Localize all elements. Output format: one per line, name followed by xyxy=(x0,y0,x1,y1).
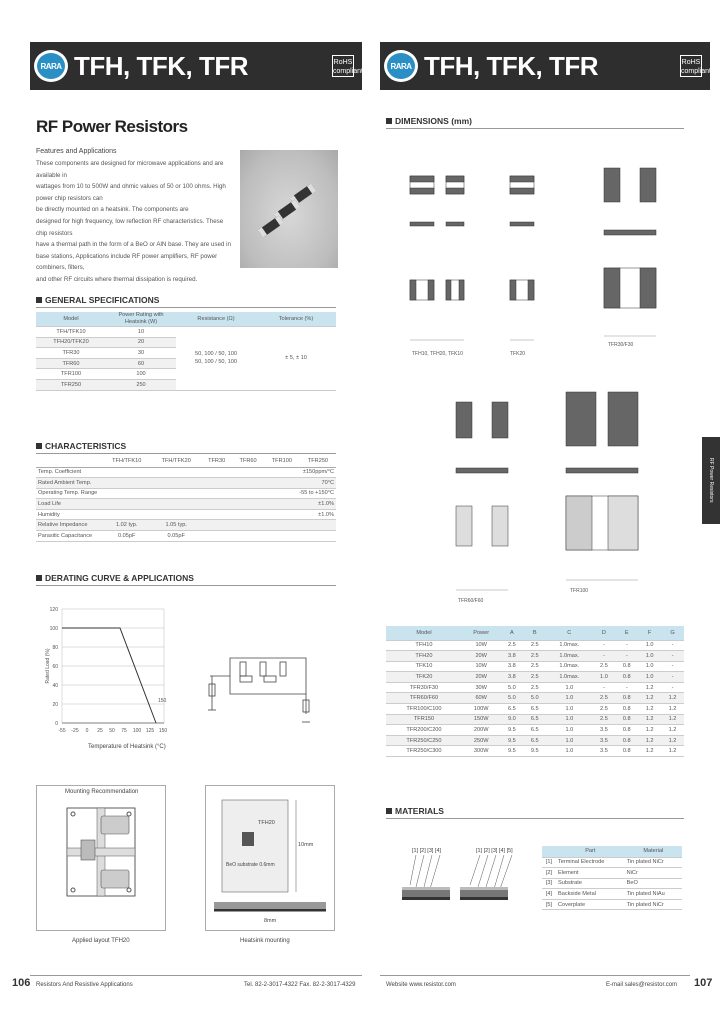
footer-right-contact: E-mail sales@resistor.com xyxy=(606,982,678,988)
table-header: E xyxy=(615,626,638,640)
table-header: Material xyxy=(625,846,682,857)
rohs-badge: RoHS compliant xyxy=(332,55,354,77)
table-header: F xyxy=(638,626,661,640)
table-header: C xyxy=(546,626,592,640)
resistor-symbol xyxy=(260,662,266,676)
table-row: TFR100/C100 100W 6.5 6.5 1.0 2.5 0.8 1.2 1.2 xyxy=(386,704,684,715)
header-title: TFH, TFK, TFR xyxy=(74,51,249,81)
table-header: Tolerance (%) xyxy=(256,312,336,327)
table-header: TFR100 xyxy=(264,456,300,467)
features-title: Features and Applications xyxy=(36,148,117,155)
features-line: designed for high frequency, low reflection RF characteristics. These chip resistors xyxy=(36,217,224,237)
footer-left-text: Resistors And Resistive Applications xyxy=(36,982,133,988)
table-row: Temp. Coefficient ±150ppm/°C xyxy=(36,467,336,478)
table-row: TFK10 10W 3.8 2.5 1.0max. 2.5 0.8 1.0 - xyxy=(386,661,684,672)
section-dimensions: DIMENSIONS (mm) xyxy=(386,116,472,126)
footer-divider xyxy=(380,975,690,976)
section-characteristics: CHARACTERISTICS xyxy=(36,441,126,451)
page-title: RF Power Resistors xyxy=(36,117,188,136)
resistor-symbol xyxy=(240,662,246,676)
derating-chart xyxy=(46,604,166,734)
table-row: TFH/TFK10 10 50, 100 / 50, 100 50, 100 / 50, 100 ± 5, ± 10 xyxy=(36,327,336,338)
chip-image xyxy=(258,215,284,237)
features-text xyxy=(36,158,236,286)
features-line: have a thermal path in the form of a BeO or AlN base. They are used in xyxy=(36,241,231,249)
table-row: TFH20 20W 3.8 2.5 1.0max. - - 1.0 - xyxy=(386,651,684,662)
y-tick-label: 100 xyxy=(49,626,58,632)
x-tick-label: 0 xyxy=(85,728,89,734)
table-row: TFR30 30 xyxy=(36,348,336,359)
features-line: These components are designed for microwave applications and are available in xyxy=(36,160,224,179)
table-header: A xyxy=(500,626,523,640)
rohs-badge: RoHS compliant xyxy=(680,55,702,77)
y-tick-label: 40 xyxy=(52,683,58,689)
table-header: Model xyxy=(386,626,462,640)
brand-logo: RARA xyxy=(34,50,68,82)
materials-table xyxy=(542,846,682,910)
table-header: G xyxy=(661,626,684,640)
table-row: Rated Ambient Temp. 70°C xyxy=(36,478,336,489)
drawing-caption: TFK20 xyxy=(510,351,526,357)
table-row: Load Life ±1.0% xyxy=(36,499,336,510)
table-header: Resistance (Ω) xyxy=(176,312,256,327)
product-photo xyxy=(240,150,338,268)
table-row: TFK20 20W 3.8 2.5 1.0max. 1.0 0.8 1.0 - xyxy=(386,672,684,683)
x-tick-label: 150 xyxy=(158,728,168,734)
label-width: 8mm xyxy=(264,918,277,924)
table-row: TFR250 250 xyxy=(36,379,336,390)
section-bullet-icon xyxy=(36,297,42,303)
mount-title: Mounting Recommendation xyxy=(65,789,139,795)
table-row: TFR250/C250 250W 9.5 6.5 1.0 3.5 0.8 1.2 1.2 xyxy=(386,735,684,746)
page-number-right: 107 xyxy=(694,977,713,989)
section-bullet-icon xyxy=(36,443,42,449)
table-header: TFR30 xyxy=(201,456,232,467)
side-tab: RF Power Resistors xyxy=(702,437,720,524)
y-tick-label: 80 xyxy=(52,645,58,651)
divider xyxy=(386,818,684,819)
characteristics-table xyxy=(36,456,336,542)
resistor-symbol xyxy=(280,662,286,676)
table-header: Model xyxy=(36,312,106,327)
section-derating: DERATING CURVE & APPLICATIONS xyxy=(36,573,194,583)
divider xyxy=(36,307,336,308)
material-callouts-right: [1] [2] [3] [4] [5] xyxy=(476,848,513,854)
y-tick-label: 0 xyxy=(55,721,58,727)
table-header: TFR250 xyxy=(300,456,336,467)
footer-left-contact: Tel. 82-2-3017-4322 Fax. 82-2-3017-4329 xyxy=(244,982,356,988)
resistance-cell: 50, 100 / 50, 100 50, 100 / 50, 100 xyxy=(176,327,256,391)
drawing-caption: TFR30/F30 xyxy=(608,342,634,348)
header-bar-right xyxy=(380,42,710,90)
table-header: Part xyxy=(556,846,625,857)
table-row: [1] Terminal Electrode Tin plated NiCr xyxy=(542,857,682,868)
x-tick-label: 125 xyxy=(145,728,155,734)
table-header: TFH/TFK20 xyxy=(151,456,200,467)
section-general: GENERAL SPECIFICATIONS xyxy=(36,295,159,305)
table-row: TFR250/C300 300W 9.5 9.5 1.0 3.5 0.8 1.2 1.2 xyxy=(386,746,684,757)
section-bullet-icon xyxy=(386,808,392,814)
y-tick-label: 120 xyxy=(49,607,58,613)
table-row: Relative Impedance 1.02 typ. 1.05 typ. xyxy=(36,520,336,531)
table-row: TFR60 60 xyxy=(36,358,336,369)
divider xyxy=(36,585,336,586)
section-materials: MATERIALS xyxy=(386,806,444,816)
dimension-drawings xyxy=(386,140,686,610)
table-header: B xyxy=(523,626,546,640)
x-tick-label: 25 xyxy=(97,728,103,734)
x-tick-label: -25 xyxy=(71,728,79,734)
table-header: TFH/TFK10 xyxy=(102,456,151,467)
table-row: [2] Element NiCr xyxy=(542,868,682,879)
label-thickness: BeO substrate 0.6mm xyxy=(226,862,275,868)
chart-grid xyxy=(62,609,164,723)
x-tick-label: 75 xyxy=(121,728,127,734)
label-heat: 10mm xyxy=(298,842,314,848)
table-header: D xyxy=(593,626,616,640)
label-tfh: TFH20 xyxy=(258,820,275,826)
header-title: TFH, TFK, TFR xyxy=(424,51,599,81)
dimensions-table xyxy=(386,626,684,757)
circuit-diagram xyxy=(206,636,316,736)
materials-drawing xyxy=(396,855,536,915)
features-line: wattages from 10 to 500W and ohmic values of 50 or 100 ohms. High power chip resistors can xyxy=(36,183,226,202)
table-header: TFR60 xyxy=(232,456,263,467)
general-specs-table xyxy=(36,312,336,391)
table-row: TFR200/C200 200W 9.5 6.5 1.0 3.5 0.8 1.2 1.2 xyxy=(386,725,684,736)
table-row: Operating Temp. Range -55 to +150°C xyxy=(36,488,336,499)
features-line: and other RF circuits where thermal dissipation is required. xyxy=(36,275,198,283)
table-row: TFR30/F30 30W 5.0 2.5 1.0 - - 1.2 - xyxy=(386,682,684,693)
drawing-caption: TFH10, TFH20, TFK10 xyxy=(412,351,463,357)
table-row: [5] Coverplate Tin plated NiCr xyxy=(542,899,682,910)
footer-divider xyxy=(30,975,362,976)
x-tick-label: 100 xyxy=(132,728,142,734)
x-tick-label: -55 xyxy=(58,728,66,734)
table-row: Humidity ±1.0% xyxy=(36,509,336,520)
y-axis-label: Rated Load (%) xyxy=(45,648,51,684)
x-tick-label: 50 xyxy=(109,728,115,734)
table-header: Power xyxy=(462,626,501,640)
table-header: Power Rating with Heatsink (W) xyxy=(106,312,176,327)
tolerance-cell: ± 5, ± 10 xyxy=(256,327,336,391)
table-row: TFR150 150W 9.0 6.5 1.0 2.5 0.8 1.2 1.2 xyxy=(386,714,684,725)
features-line: be directly mounted on a heatsink. The components are xyxy=(36,206,189,214)
table-row: Parasitic Capacitance 0.05pF 0.05pF xyxy=(36,531,336,542)
section-bullet-icon xyxy=(36,575,42,581)
material-callouts-left: [1] [2] [3] [4] xyxy=(412,848,442,854)
brand-logo: RARA xyxy=(384,50,418,82)
features-line: base stations, Applications include RF power amplifiers, RF power combiners, filters, xyxy=(36,252,218,272)
drawing-caption: TFR100 xyxy=(570,588,589,594)
heatsink-figure xyxy=(205,785,335,931)
mounting-figure xyxy=(36,785,166,931)
chart-point-label: 150 xyxy=(158,698,167,704)
mount-caption: Applied layout TFH20 xyxy=(72,938,130,944)
x-axis-label: Temperature of Heatsink (°C) xyxy=(88,744,166,750)
table-row: TFR60/F60 60W 5.0 5.0 1.0 2.5 0.8 1.2 1.2 xyxy=(386,693,684,704)
table-row: TFR100 100 xyxy=(36,369,336,380)
drawing-caption: TFR60/F60 xyxy=(458,598,484,604)
page-number-left: 106 xyxy=(12,977,31,989)
y-tick-label: 60 xyxy=(52,664,58,670)
table-row: TFH20/TFK20 20 xyxy=(36,337,336,348)
footer-right-text: Website www.resistor.com xyxy=(386,982,456,988)
table-row: [4] Backside Metal Tin plated NiAu xyxy=(542,889,682,900)
divider xyxy=(36,453,336,454)
heatsink-caption: Heatsink mounting xyxy=(240,938,290,944)
table-row: TFH10 10W 2.5 2.5 1.0max. - - 1.0 - xyxy=(386,640,684,651)
y-tick-label: 20 xyxy=(52,702,58,708)
section-bullet-icon xyxy=(386,118,392,124)
header-bar-left xyxy=(30,42,362,90)
derating-line xyxy=(62,628,156,723)
divider xyxy=(386,128,684,129)
table-row: [3] Substrate BeO xyxy=(542,878,682,889)
